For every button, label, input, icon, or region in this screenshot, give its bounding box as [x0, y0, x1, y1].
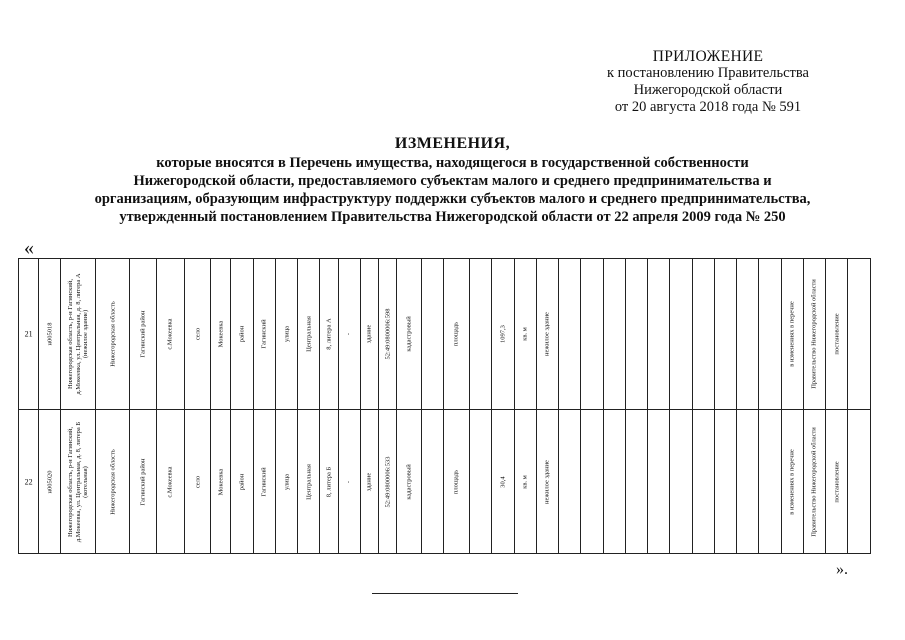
cadastral-number: 52:49:0800006:598 [383, 308, 391, 360]
table-row [19, 259, 871, 410]
register-id: н005018 [46, 322, 54, 346]
object-address: Нижегородская область, р-н Гагинский, д.Мокеевка, ул. Центральная, д. 8, литера А (нежилое здание) [66, 273, 89, 395]
table-row [19, 410, 871, 554]
area-unit: кв. м [521, 327, 529, 341]
authority: Правительство Нижегородской области [810, 426, 818, 537]
settlement-name: с.Мокеевка [166, 465, 174, 498]
characteristic-type: площадь [452, 321, 460, 347]
empty-dash: - [345, 480, 353, 483]
settlement-type: село [193, 475, 201, 488]
region: Нижегородская область [108, 301, 116, 367]
locality-type: район [238, 325, 246, 343]
object-type: здание [365, 324, 373, 344]
heading-title: ИЗМЕНЕНИЯ, [394, 135, 511, 152]
area-value: 30,4 [499, 475, 507, 488]
register-id: н005020 [46, 470, 54, 493]
footer-divider [372, 593, 518, 594]
appendix-line-2: Нижегородской области [633, 82, 783, 98]
closing-quote: ». [836, 561, 848, 578]
heading-line-4: утвержденный постановлением Правительства Нижегородской области от 22 апреля 2009 года № 250 [119, 209, 786, 225]
region: Нижегородская область [108, 448, 116, 515]
number-type: кадастровый [405, 463, 413, 500]
appendix-block [607, 48, 809, 116]
property-table [18, 258, 871, 552]
appendix-line-3: от 20 августа 2018 года № 591 [614, 99, 802, 115]
row-number: 21 [24, 329, 33, 339]
district-short: Гагинский [260, 466, 268, 497]
object-purpose: нежилое здание [543, 459, 551, 504]
change-note: в изменениях в перечне [788, 301, 796, 367]
document-type: постановление [832, 460, 840, 503]
settlement-type: село [193, 327, 201, 341]
document-heading [0, 135, 905, 226]
locality-type: район [238, 473, 246, 490]
house-number: 8, литера А [325, 318, 333, 350]
document-type: постановление [832, 313, 840, 355]
district: Гагинский район [139, 457, 147, 506]
street-type: улица [282, 325, 290, 343]
object-type: здание [365, 472, 373, 491]
area-unit: кв. м [521, 474, 529, 489]
row-number: 22 [24, 477, 33, 486]
settlement-name: с.Мокеевка [166, 318, 174, 350]
authority: Правительство Нижегородской области [810, 279, 818, 389]
appendix-line-1: к постановлению Правительства [607, 65, 809, 81]
empty-dash: - [345, 332, 353, 336]
street-type: улица [282, 473, 290, 490]
locality: Мокеевка [217, 320, 225, 348]
heading-line-2: Нижегородской области, предоставляемого субъектам малого и среднего предпринимательства и [133, 173, 772, 189]
appendix-title: ПРИЛОЖЕНИЕ [652, 48, 764, 65]
object-purpose: нежилое здание [543, 312, 551, 356]
cadastral-number: 52:49:0800006:533 [383, 456, 391, 507]
district: Гагинский район [139, 310, 147, 358]
street-name: Центральная [305, 463, 313, 500]
object-address: Нижегородская область, р-н Гагинский, д.Мокеевка, ул. Центральная, д. 8, литера Б (котельная) [66, 421, 89, 542]
change-note: в изменениях в перечне [788, 448, 796, 515]
opening-quote: « [24, 237, 34, 259]
heading-line-3: организациям, образующим инфраструктуру поддержки субъектов малого и среднего предпринимательства, [94, 191, 811, 207]
locality: Мокеевка [217, 468, 225, 495]
area-value: 1097,3 [499, 325, 507, 343]
number-type: кадастровый [405, 316, 413, 352]
district-short: Гагинский [260, 319, 268, 349]
house-number: 8, литера Б [325, 466, 333, 497]
characteristic-type: площадь [452, 469, 460, 494]
street-name: Центральная [305, 316, 313, 352]
heading-line-1: которые вносятся в Перечень имущества, находящегося в государственной собственности [156, 155, 749, 171]
